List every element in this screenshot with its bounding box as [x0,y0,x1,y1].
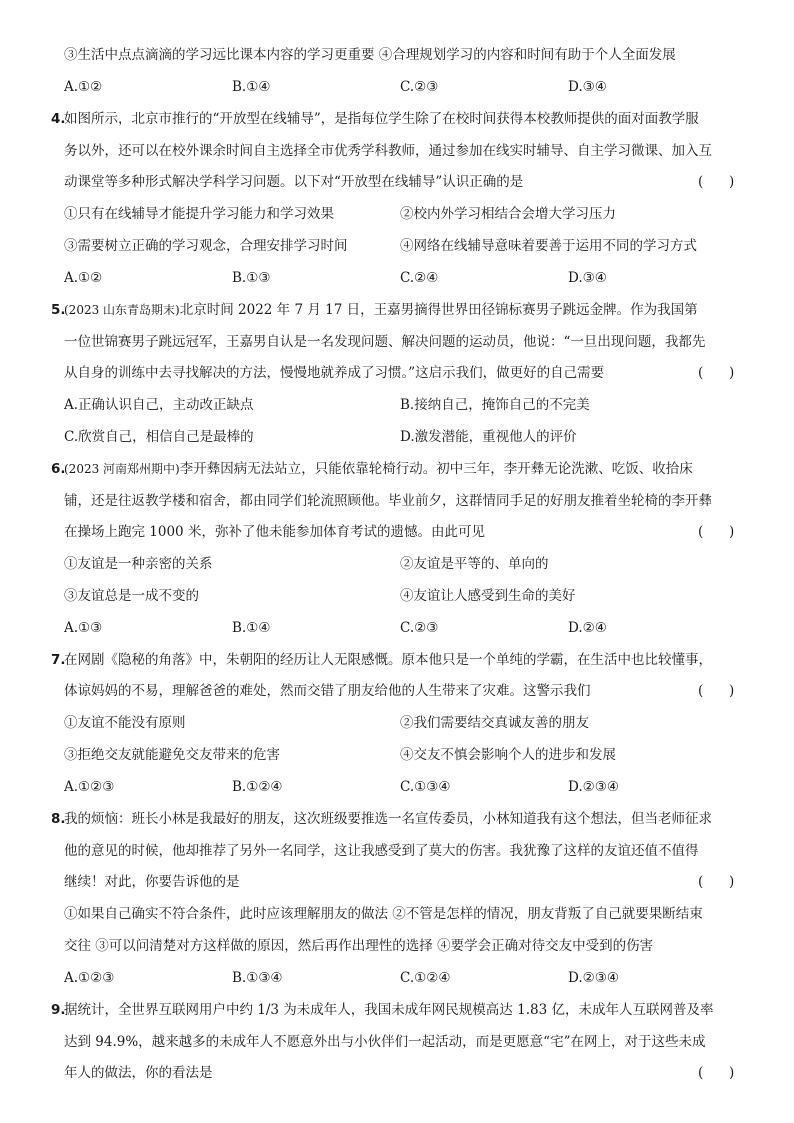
q5-option-a: A.正确认识自己，主动改正缺点 [64,397,254,413]
q7-number: 7. [51,652,66,668]
q3-option-c: C.②③ [400,79,439,95]
q6-statement-2: ②友谊是平等的、单向的 [400,556,549,572]
q9-stem-line3: 年人的做法，你的看法是 [64,1065,213,1081]
q8-stem-line3: 继续！对此，你要告诉他的是 [64,874,240,890]
q5-stem-line2: 一位世锦赛男子跳远冠军，王嘉男自认是一名发现问题、解决问题的运动员，他说：“一旦出现问题，我都先 [64,334,706,350]
q4-statement-3: ③需要树立正确的学习观念，合理安排学习时间 [64,238,348,254]
q6-option-d: D.②④ [568,620,607,636]
q5-stem-text1: 北京时间 2022 年 7 月 17 日，王嘉男摘得世界田径锦标赛男子跳远金牌。作为我国第 [179,302,698,318]
q6-option-a: A.①③ [64,620,103,636]
q4-statement-4: ④网络在线辅导意味着要善于运用不同的学习方式 [400,238,697,254]
q6-stem-line2: 铺，还是往返教学楼和宿舍，都由同学们轮流照顾他。毕业前夕，这群情同手足的好朋友推着坐轮椅的李开彝 [64,493,712,509]
q9-stem-line2: 达到 94.9%，越来越多的未成年人不愿意外出与小伙伴们一起活动，而是更愿意“宅”在网上，对于这些未成 [64,1034,706,1050]
q7-statement-4: ④交友不慎会影响个人的进步和发展 [400,747,616,763]
q6-stem-text1: 李开彝因病无法站立，只能依靠轮椅行动。初中三年，李开彝无论洗漱、吃饭、收拾床 [179,461,693,477]
q4-statement-1: ①只有在线辅导才能提升学习能力和学习效果 [64,206,334,222]
q8-option-d: D.②③④ [568,970,619,986]
q6-answer-bracket: ( ) [698,524,735,540]
q4-stem-line1: 如图所示，北京市推行的“开放型在线辅导”，是指每位学生除了在校时间获得本校教师提供的面对面教学服 [64,111,699,127]
q6-statement-1: ①友谊是一种亲密的关系 [64,556,213,572]
q7-option-c: C.①③④ [400,779,451,795]
q7-statement-2: ②我们需要结交真诚友善的朋友 [400,715,589,731]
q7-statement-1: ①友谊不能没有原则 [64,715,186,731]
q3-option-a: A.①② [64,79,103,95]
q7-option-d: D.②③④ [568,779,619,795]
q4-option-b: B.①③ [232,270,271,286]
q3-statement-line: ③生活中点点滴滴的学习远比课本内容的学习更重要 ④合理规划学习的内容和时间有助于个人全面发展 [64,47,676,63]
q5-option-c: C.欣赏自己，相信自己是最棒的 [64,429,254,445]
q6-source: (2023 河南郑州期中) [64,462,180,476]
q4-stem-line2: 务以外，还可以在校外课余时间自主选择全市优秀学科教师，通过参加在线实时辅导、自主学习微课、加入互 [64,143,712,159]
q4-answer-bracket: ( ) [698,174,735,190]
q6-stem-line3: 在操场上跑完 1000 米，弥补了他未能参加体育考试的遗憾。由此可见 [64,524,485,540]
q6-statement-4: ④友谊让人感受到生命的美好 [400,588,576,604]
q8-statements-line1: ①如果自己确实不符合条件，此时应该理解朋友的做法 ②不管是怎样的情况，朋友背叛了自己就要果断结束 [64,906,703,922]
q4-stem-line3: 动课堂等多种形式解决学科学习问题。以下对“开放型在线辅导”认识正确的是 [64,174,524,190]
q4-number: 4. [51,111,66,127]
q8-stem-line1: 我的烦恼：班长小林是我最好的朋友，这次班级要推选一名宣传委员，小林知道我有这个想法，但当老师征求 [64,811,712,827]
q7-stem-line1: 在网剧《隐秘的角落》中，朱朝阳的经历让人无限感慨。原本他只是一个单纯的学霸，在生活中也比较懂事， [64,652,712,668]
q4-statement-2: ②校内外学习相结合会增大学习压力 [400,206,616,222]
q5-answer-bracket: ( ) [698,365,735,381]
q7-answer-bracket: ( ) [698,683,735,699]
q8-option-b: B.①③④ [232,970,283,986]
q4-option-a: A.①② [64,270,103,286]
q9-answer-bracket: ( ) [698,1065,735,1081]
q8-option-c: C.①②④ [400,970,451,986]
q5-source: (2023 山东青岛期末) [64,303,180,317]
q5-number: 5. [51,302,66,318]
q4-option-c: C.②④ [400,270,439,286]
q5-stem-line1 [64,301,698,319]
q7-option-b: B.①②④ [232,779,283,795]
q8-stem-line2: 他的意见的时候，他却推荐了另外一名同学，这让我感受到了莫大的伤害。我犹豫了这样的友谊还值不值得 [64,843,699,859]
q8-option-a: A.①②③ [64,970,115,986]
q9-number: 9. [51,1002,66,1018]
q6-option-b: B.①④ [232,620,271,636]
q6-stem-line1 [64,460,693,478]
q5-option-b: B.接纳自己，掩饰自己的不完美 [400,397,590,413]
q7-option-a: A.①②③ [64,779,115,795]
q3-option-d: D.③④ [568,79,607,95]
q8-number: 8. [51,811,66,827]
q8-statements-line2: 交往 ③可以问清楚对方这样做的原因，然后再作出理性的选择 ④要学会正确对待交友中受到的伤害 [64,938,654,954]
q3-option-b: B.①④ [232,79,271,95]
q8-answer-bracket: ( ) [698,874,735,890]
q9-stem-line1: 据统计，全世界互联网用户中约 1/3 为未成年人，我国未成年网民规模高达 1.83 亿，未成年人互联网普及率 [64,1002,714,1018]
q6-option-c: C.②③ [400,620,439,636]
q5-stem-line3: 从自身的训练中去寻找解决的方法，慢慢地就养成了习惯。”这启示我们，做更好的自己需要 [64,365,605,381]
q6-number: 6. [51,461,66,477]
q7-statement-3: ③拒绝交友就能避免交友带来的危害 [64,747,280,763]
q5-option-d: D.激发潜能，重视他人的评价 [400,429,577,445]
q4-option-d: D.③④ [568,270,607,286]
q6-statement-3: ③友谊总是一成不变的 [64,588,199,604]
q7-stem-line2: 体谅妈妈的不易，理解爸爸的难处，然而交错了朋友给他的人生带来了灾难。这警示我们 [64,683,591,699]
